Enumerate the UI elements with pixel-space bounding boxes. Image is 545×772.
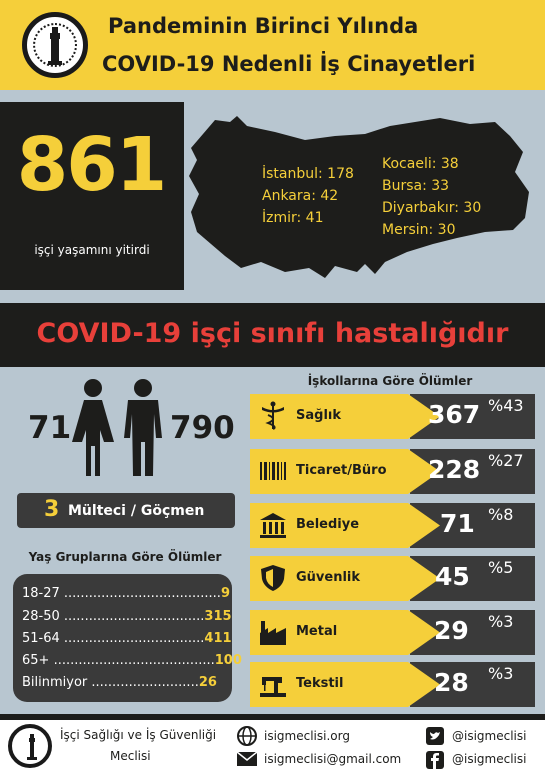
sector-value: 28 xyxy=(434,668,469,697)
sewing-machine-icon xyxy=(258,669,288,699)
sector-value: 367 xyxy=(428,400,481,429)
sector-row xyxy=(250,610,535,655)
organization-logo xyxy=(22,12,88,78)
age-label: 51-64 .................................. xyxy=(22,631,205,646)
sector-row xyxy=(250,394,535,439)
total-deaths-number: 861 xyxy=(16,122,166,208)
woman-icon xyxy=(70,378,116,478)
sector-name: Sağlık xyxy=(296,408,341,423)
female-deaths: 71 xyxy=(28,410,72,446)
mail-icon xyxy=(236,751,258,767)
twitter-icon xyxy=(426,727,444,745)
age-groups-title: Yaş Gruplarına Göre Ölümler xyxy=(28,550,222,564)
sector-name: Belediye xyxy=(296,517,360,532)
city-stat: İzmir: 41 xyxy=(262,210,324,226)
page-title-line2: COVID-19 Nedenli İş Cinayetleri xyxy=(102,52,476,76)
sector-name: Ticaret/Büro xyxy=(296,463,387,478)
footer-website-link[interactable]: isigmeclisi.org xyxy=(264,729,350,743)
caduceus-icon xyxy=(258,401,288,431)
migrant-count: 3 xyxy=(44,497,60,522)
sector-name: Metal xyxy=(296,624,338,639)
sector-percent: %3 xyxy=(488,612,514,631)
sector-name: Tekstil xyxy=(296,676,344,691)
age-label: Bilinmiyor .......................... xyxy=(22,675,199,690)
male-deaths: 790 xyxy=(170,410,235,446)
age-value: 9 xyxy=(220,586,230,601)
tower-icon xyxy=(25,733,39,761)
total-deaths-caption: işçi yaşamını yitirdi xyxy=(34,243,150,257)
sector-row xyxy=(250,556,535,601)
age-label: 28-50 .................................. xyxy=(22,609,205,624)
city-stat: Bursa: 33 xyxy=(382,178,450,194)
footer-org-line1: İşçi Sağlığı ve İş Güvenliği xyxy=(60,728,217,742)
factory-icon xyxy=(258,617,288,647)
tower-icon xyxy=(44,25,66,67)
sector-name: Güvenlik xyxy=(296,570,361,585)
footer-logo xyxy=(8,724,52,768)
sector-percent: %27 xyxy=(488,451,524,470)
sector-row xyxy=(250,662,535,707)
city-stat: Mersin: 30 xyxy=(382,222,456,238)
page-title-line1: Pandeminin Birinci Yılında xyxy=(108,14,419,38)
sector-row xyxy=(250,449,535,494)
age-row xyxy=(22,653,242,668)
sector-percent: %3 xyxy=(488,664,514,683)
age-label: 65+ ....................................... xyxy=(22,653,215,668)
sector-row xyxy=(250,503,535,548)
building-icon xyxy=(258,510,288,540)
city-stat: Kocaeli: 38 xyxy=(382,156,459,172)
sectors-title: İşkollarına Göre Ölümler xyxy=(307,374,473,388)
man-icon xyxy=(120,378,166,478)
age-value: 26 xyxy=(198,675,217,690)
city-stat: Diyarbakır: 30 xyxy=(382,200,482,216)
slogan-text: COVID-19 işçi sınıfı hastalığıdır xyxy=(36,318,509,349)
age-label: 18-27 ...................................... xyxy=(22,586,221,601)
footer-email-link[interactable]: isigmeclisi@gmail.com xyxy=(264,752,402,766)
city-stat: Ankara: 42 xyxy=(262,188,339,204)
footer-org-line2: Meclisi xyxy=(110,749,151,763)
city-stat: İstanbul: 178 xyxy=(262,166,354,182)
footer-divider xyxy=(0,714,545,720)
footer-facebook-link[interactable]: @isigmeclisi xyxy=(452,752,527,766)
age-value: 315 xyxy=(204,609,232,624)
sector-value: 228 xyxy=(428,455,481,484)
sector-value: 29 xyxy=(434,616,469,645)
sector-percent: %43 xyxy=(488,396,524,415)
barcode-icon xyxy=(258,456,288,486)
sector-percent: %5 xyxy=(488,558,514,577)
age-value: 411 xyxy=(204,631,232,646)
age-row xyxy=(22,675,222,690)
turkey-map xyxy=(185,112,535,287)
shield-icon xyxy=(258,563,288,593)
footer-twitter-link[interactable]: @isigmeclisi xyxy=(452,729,527,743)
age-value: 100 xyxy=(214,653,242,668)
facebook-icon xyxy=(426,751,444,769)
sector-percent: %8 xyxy=(488,505,514,524)
sector-value: 45 xyxy=(435,562,470,591)
age-row xyxy=(22,609,232,624)
age-row xyxy=(22,586,230,601)
sector-value: 71 xyxy=(440,509,475,538)
age-row xyxy=(22,631,232,646)
migrant-label: Mülteci / Göçmen xyxy=(68,503,205,519)
globe-icon xyxy=(236,725,258,747)
